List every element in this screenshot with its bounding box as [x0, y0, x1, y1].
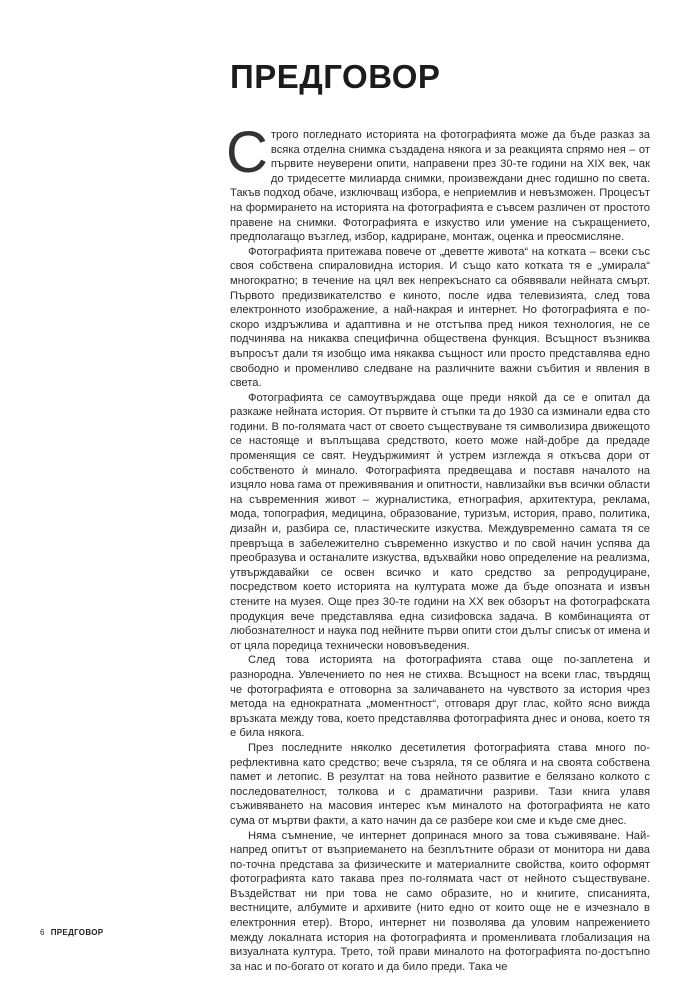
drop-cap: С — [226, 120, 268, 185]
paragraph: Фотографията се самоутвърждава още преди някой да се е опитал да разкаже нейната история. От първите ѝ стъпки та до 1930 са изминали едва сто години. В по-голямата част от своето съществуване тя символизира движещото се настояще и въплъщава средството, което може най-добре да предаде променящия се свят. Неудържимият ѝ устрем изглежда я откъсва дори от собственото ѝ минало. Фотографията предвещава и поставя началото на изцяло нова гама от преживявания и опитности, навлизайки във всички области на съвременния живот – журналистика, етнография, архитектура, реклама, мода, топография, медицина, образование, туризъм, история, право, политика, дизайн и, разбира се, пластическите изкуства. Междувременно самата тя се превръща в забележително съвременно изкуство и по свой начин успява да преобразува и останалите изкуства, вдъхвайки ново определение на реализма, утвърждавайки се освен всичко и като средство за репродуциране, посредством което историята на културата може да бъде опозната и извън стените на музея. Още през 30-те години на XX век обзорът на фотографската продукция вече представлява една сизифовска задача. В комбинацията от любознателност и наука под нейните първи опити стои дълъг списък от имена и от цяла поредица технически нововъведения. — [230, 391, 650, 652]
page-number: 6 — [40, 928, 45, 937]
page-footer — [40, 928, 103, 937]
running-footer-title: ПРЕДГОВОР — [50, 928, 104, 937]
page-title: ПРЕДГОВОР — [230, 58, 441, 95]
paragraph — [226, 120, 650, 245]
paragraph-text: трого погледнатo историята на фотографията може да бъде разказ за всяка отделна снимка създадена някога и за реакцията спрямо нея – от първите неуверени опити, направени през 30-те години на XIX век, чак до тридесетте милиарда снимки, произвеждани днес годишно по света. Такъв подход обаче, изключващ избора, е неприемлив и невъзможен. Процесът на формирането на историята на фотографията е съвсем различен от простото правене на снимки. Фотографията е изкуство или умение на съкращението, предполагащо възглед, избор, кадриране, монтаж, оценка и преосмисляне. — [230, 129, 650, 244]
preface-body — [226, 120, 650, 974]
paragraph: Фотографията притежава повече от „деветте живота“ на котката – всеки със своя собствена спираловидна история. И също като котката тя е „умирала“ многократно; в течение на цял век непрекъснато са обявявали нейната смърт. Първото предизвикателство е киното, после идва телевизията, след това електронното изображение, а най-накрая и интернет. Но фотографията е по-скоро издръжлива и адаптивна и не отстъпва пред никоя технология, не се подчинява на никаква специфична обществена функция. Всъщност възниква въпросът дали тя изобщо има някаква същност или просто представлява едно свободно и променливо следване на различните важни събития и явления в света. — [230, 245, 650, 390]
paragraph: През последните няколко десетилетия фотографията става много по-рефлективна като средство; вече съзряла, тя се обляга и на своята собствена памет и летопис. В резултат на това нейното развитие е белязано колкото с последователност, толкова и с драматични разриви. Тази книга улавя съживяването на масовия интерес към миналото на фотографията не като сума от мъртви факти, а като начин да се разбере кои сме и къде сме днес. — [230, 741, 650, 827]
paragraph: След това историята на фотографията става още по-заплетена и разнородна. Увлечението по нея не стихва. Всъщност на всеки глас, твърдящ че фотографията е отговорна за заличаването на чувството за история чрез метода на еднократната „моментност“, отговаря друг глас, който ясно вижда връзката между това, което представлява фотографията днес и онова, което тя е била някога. — [230, 654, 650, 740]
paragraph: Няма съмнение, че интернет допринася много за това съживяване. Най-напред опитът от възприемането на безплътните образи от монитора ни дава по-точна представа за физическите и материалните свойства, които оформят фотографията като такава през по-голямата част от нейното съществуване. Въздействат ни при това не само образите, но и книгите, списанията, вестниците, албумите и архивите (нито едно от които още не е изчезнало в електронния етер). Второ, интернет ни позволява да уловим напрежението между локалната история на фотографията и променливата глобализация на визуалната култура. Трето, той прави миналото на фотографията по-достъпно за нас и по-богато от когато и да било преди. Така че — [230, 829, 650, 973]
